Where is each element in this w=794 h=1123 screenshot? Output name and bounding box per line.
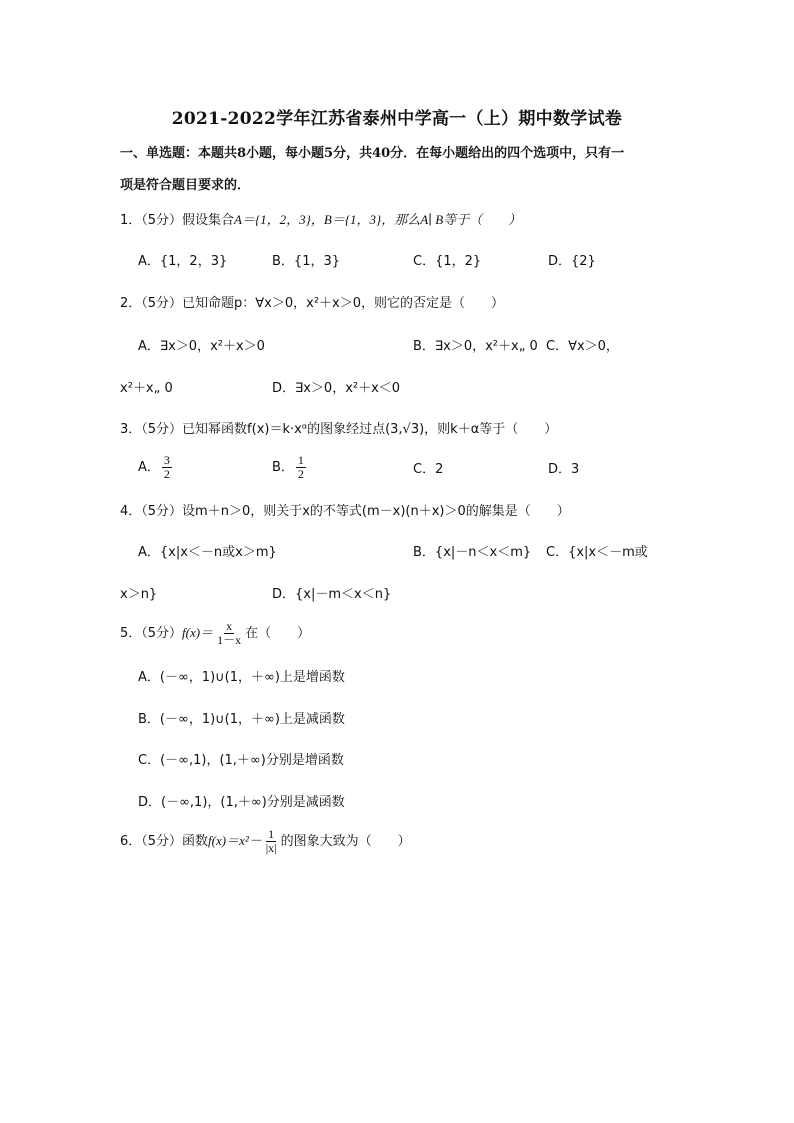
q4-option-c[interactable]: C．{x|x＜－m或	[546, 545, 648, 560]
q3-option-b[interactable]	[272, 454, 308, 481]
question-6-prefix: 6．（5分）函数	[120, 834, 209, 849]
q3-option-a-fraction: $\frac{3}{2}$	[163, 453, 170, 481]
question-5-suffix: 在（ ）	[245, 626, 311, 641]
q5-option-b[interactable]: B．(－∞，1)∪(1，＋∞)上是减函数	[138, 712, 345, 727]
question-6-function: f(x)＝x²－	[208, 833, 262, 848]
section-header-line2: 项是符合题目要求的．	[120, 178, 251, 193]
q1-option-d[interactable]: D．{2}	[548, 254, 596, 269]
question-6	[120, 828, 411, 855]
question-3: 3．（5分）已知幂函数f(x)＝k·xᵅ的图象经过点(3,√3)，则k＋α等于（ ）	[120, 422, 558, 437]
section-header-line1: 一、单选题：本题共8小题，每小题5分，共40分．在每小题给出的四个选项中，只有一	[120, 146, 625, 161]
q4-option-a[interactable]: A．{x|x＜－n或x＞m}	[138, 545, 277, 560]
q3-option-a[interactable]	[138, 454, 174, 481]
question-5-function: f(x)＝	[182, 625, 214, 640]
question-2: 2．（5分）已知命题p：∀x＞0，x²＋x＞0，则它的否定是（ ）	[120, 296, 505, 311]
q4-option-d[interactable]: D．{x|－m＜x＜n}	[272, 587, 392, 602]
q1-option-c[interactable]: C．{1，2}	[413, 254, 482, 269]
question-1-math: A＝{1，2，3}，B＝{1，3}，那么A∣ B等于（ ）	[234, 212, 522, 227]
page-title: 2021-2022学年江苏省泰州中学高一（上）期中数学试卷	[171, 109, 623, 129]
q5-option-a[interactable]: A．(－∞，1)∪(1，＋∞)上是增函数	[138, 670, 345, 685]
question-5-fraction: $\frac{x}{1-x}$	[217, 619, 242, 647]
q3-option-d[interactable]: D．3	[548, 462, 580, 477]
question-6-suffix: 的图象大致为（ ）	[280, 834, 411, 849]
q2-option-c[interactable]: C．∀x＞0，	[546, 339, 619, 354]
q1-option-a[interactable]: A．{1，2，3}	[138, 254, 228, 269]
q4-option-b[interactable]: B．{x|－n＜x＜m}	[413, 545, 532, 560]
q5-option-c[interactable]: C．(－∞,1)，(1,＋∞)分别是增函数	[138, 753, 344, 768]
q2-option-c-continued: x²＋x„ 0	[120, 381, 173, 396]
q5-option-d[interactable]: D．(－∞,1)，(1,＋∞)分别是减函数	[138, 795, 345, 810]
q3-option-b-label: B．	[272, 460, 294, 475]
question-4: 4．（5分）设m＋n＞0，则关于x的不等式(m－x)(n＋x)＞0的解集是（ ）	[120, 504, 570, 519]
q1-option-b[interactable]: B．{1，3}	[272, 254, 341, 269]
question-5	[120, 620, 310, 647]
q2-option-a[interactable]: A．∃x＞0，x²＋x＞0	[138, 339, 265, 354]
q2-option-d[interactable]: D．∃x＞0，x²＋x＜0	[272, 381, 401, 396]
q3-option-c[interactable]: C．2	[413, 462, 444, 477]
question-5-prefix: 5．（5分）	[120, 626, 183, 641]
q2-option-b[interactable]: B．∃x＞0，x²＋x„ 0	[413, 339, 538, 354]
question-1	[120, 211, 521, 230]
question-6-fraction: $\frac{1}{|x|}$	[265, 827, 277, 855]
question-1-prefix: 1．（5分）假设集合	[120, 213, 235, 228]
q3-option-a-label: A．	[138, 460, 160, 475]
q4-option-c-continued: x＞n}	[120, 587, 158, 602]
q3-option-b-fraction: $\frac{1}{2}$	[297, 453, 304, 481]
